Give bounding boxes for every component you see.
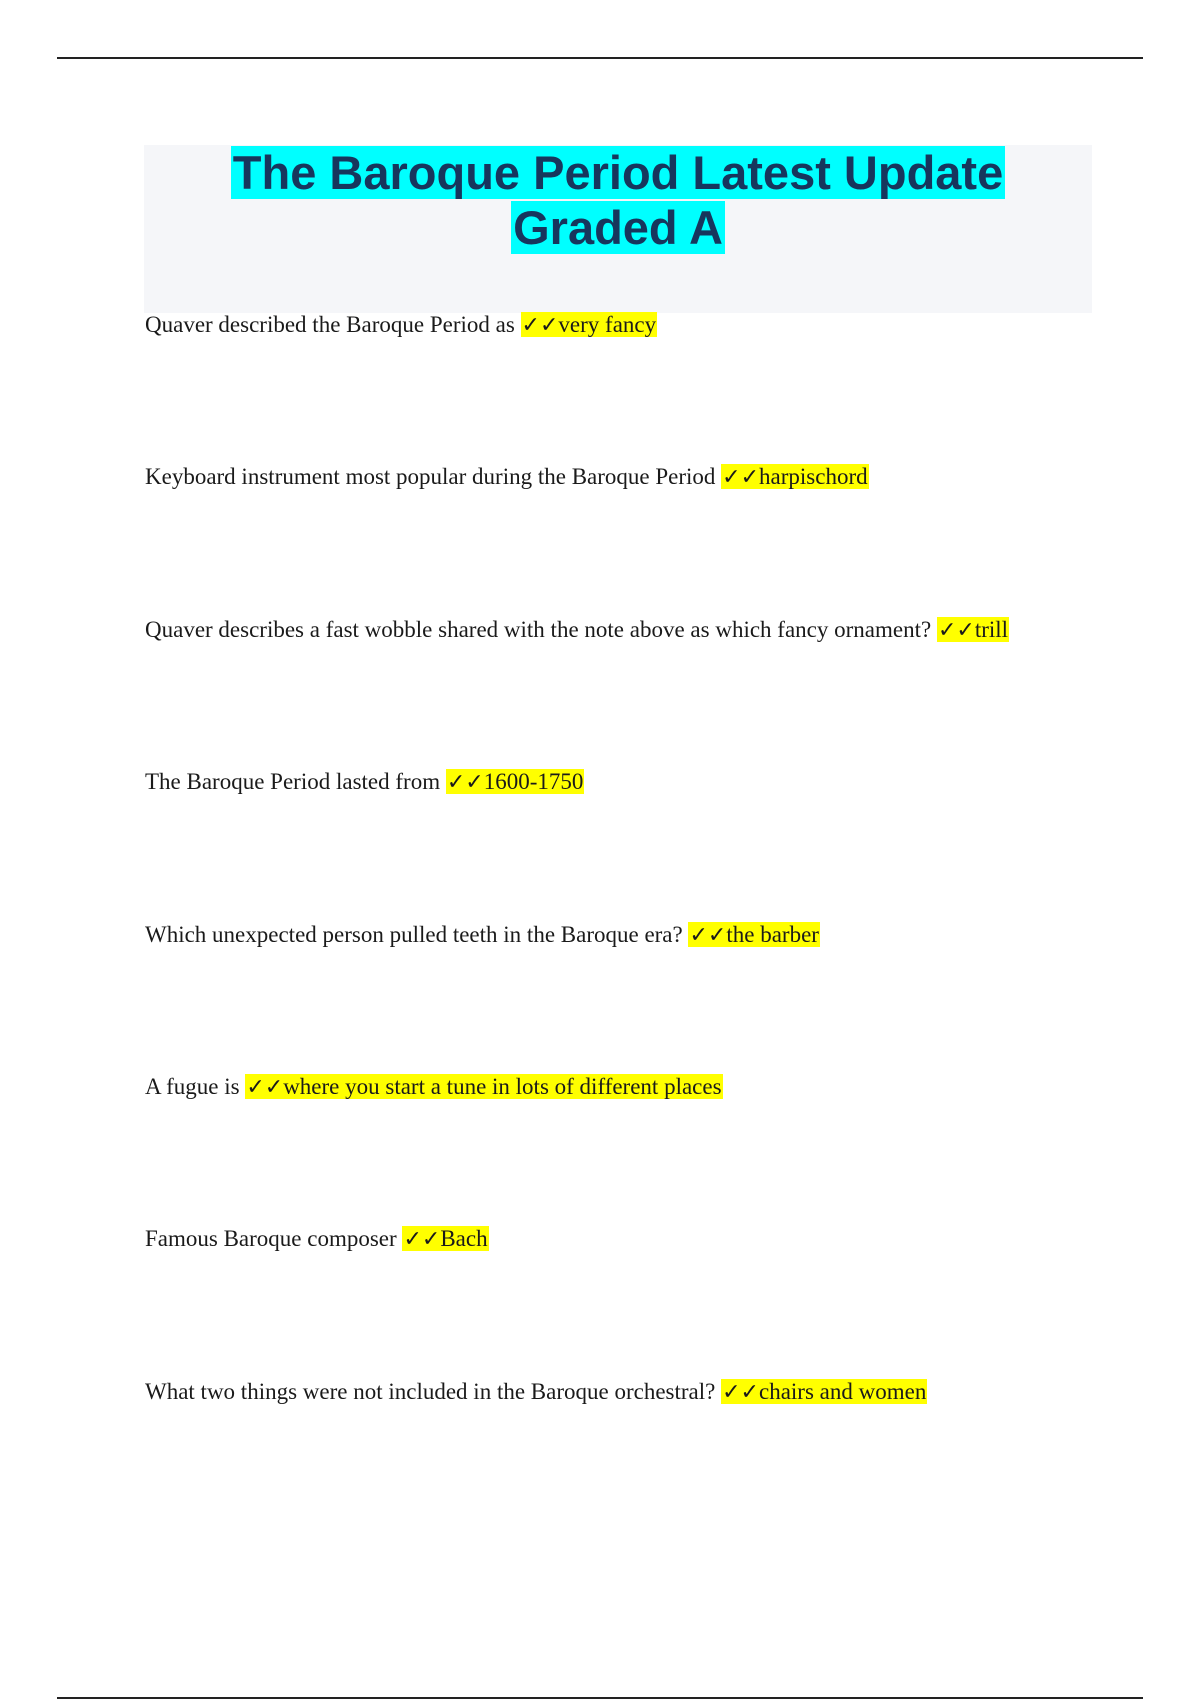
double-check-icon: ✓✓	[446, 770, 484, 795]
answer-highlight	[446, 769, 585, 794]
answer-highlight	[688, 922, 819, 947]
double-check-icon: ✓✓	[722, 465, 760, 490]
answer-highlight	[721, 1379, 927, 1404]
qa-item	[145, 310, 657, 341]
question-text: The Baroque Period lasted from	[145, 769, 441, 794]
answer-highlight	[402, 1226, 488, 1251]
double-check-icon: ✓✓	[246, 1075, 284, 1100]
answer-text: 1600-1750	[483, 769, 584, 794]
question-text: Quaver describes a fast wobble shared with the note above as which fancy ornament?	[145, 617, 932, 642]
qa-item	[145, 1224, 489, 1255]
double-check-icon: ✓✓	[722, 1380, 759, 1405]
answer-text: Bach	[440, 1226, 488, 1251]
footer-rule	[57, 1697, 1143, 1699]
qa-item	[145, 1072, 723, 1103]
answer-highlight	[721, 464, 868, 489]
question-text: What two things were not included in the Baroque orchestral?	[145, 1379, 716, 1404]
question-text: Keyboard instrument most popular during the Baroque Period	[145, 464, 716, 489]
title-line-1: The Baroque Period Latest Update	[232, 146, 1004, 199]
qa-item	[145, 462, 869, 493]
answer-text: chairs and women	[758, 1379, 927, 1404]
qa-item	[145, 1377, 927, 1408]
title-line-2: Graded A	[513, 201, 723, 254]
title-block	[144, 145, 1092, 313]
question-text: Famous Baroque composer	[145, 1226, 397, 1251]
answer-highlight	[937, 617, 1009, 642]
double-check-icon: ✓✓	[689, 923, 727, 948]
answer-highlight	[521, 312, 658, 337]
question-text: Which unexpected person pulled teeth in the Baroque era?	[145, 922, 683, 947]
question-text: Quaver described the Baroque Period as	[145, 312, 515, 337]
answer-highlight	[245, 1074, 722, 1099]
double-check-icon: ✓✓	[521, 313, 559, 338]
header-rule	[57, 57, 1143, 59]
qa-item	[145, 920, 820, 951]
qa-item	[145, 767, 584, 798]
double-check-icon: ✓✓	[403, 1227, 441, 1252]
answer-text: very fancy	[558, 312, 657, 337]
document-title	[144, 145, 1092, 255]
answer-text: trill	[974, 617, 1009, 642]
answer-text: the barber	[726, 922, 819, 947]
double-check-icon: ✓✓	[937, 618, 975, 643]
answer-text: harpischord	[759, 464, 868, 489]
question-text: A fugue is	[145, 1074, 240, 1099]
qa-item	[145, 615, 1009, 646]
answer-text: where you start a tune in lots of different places	[283, 1074, 722, 1099]
